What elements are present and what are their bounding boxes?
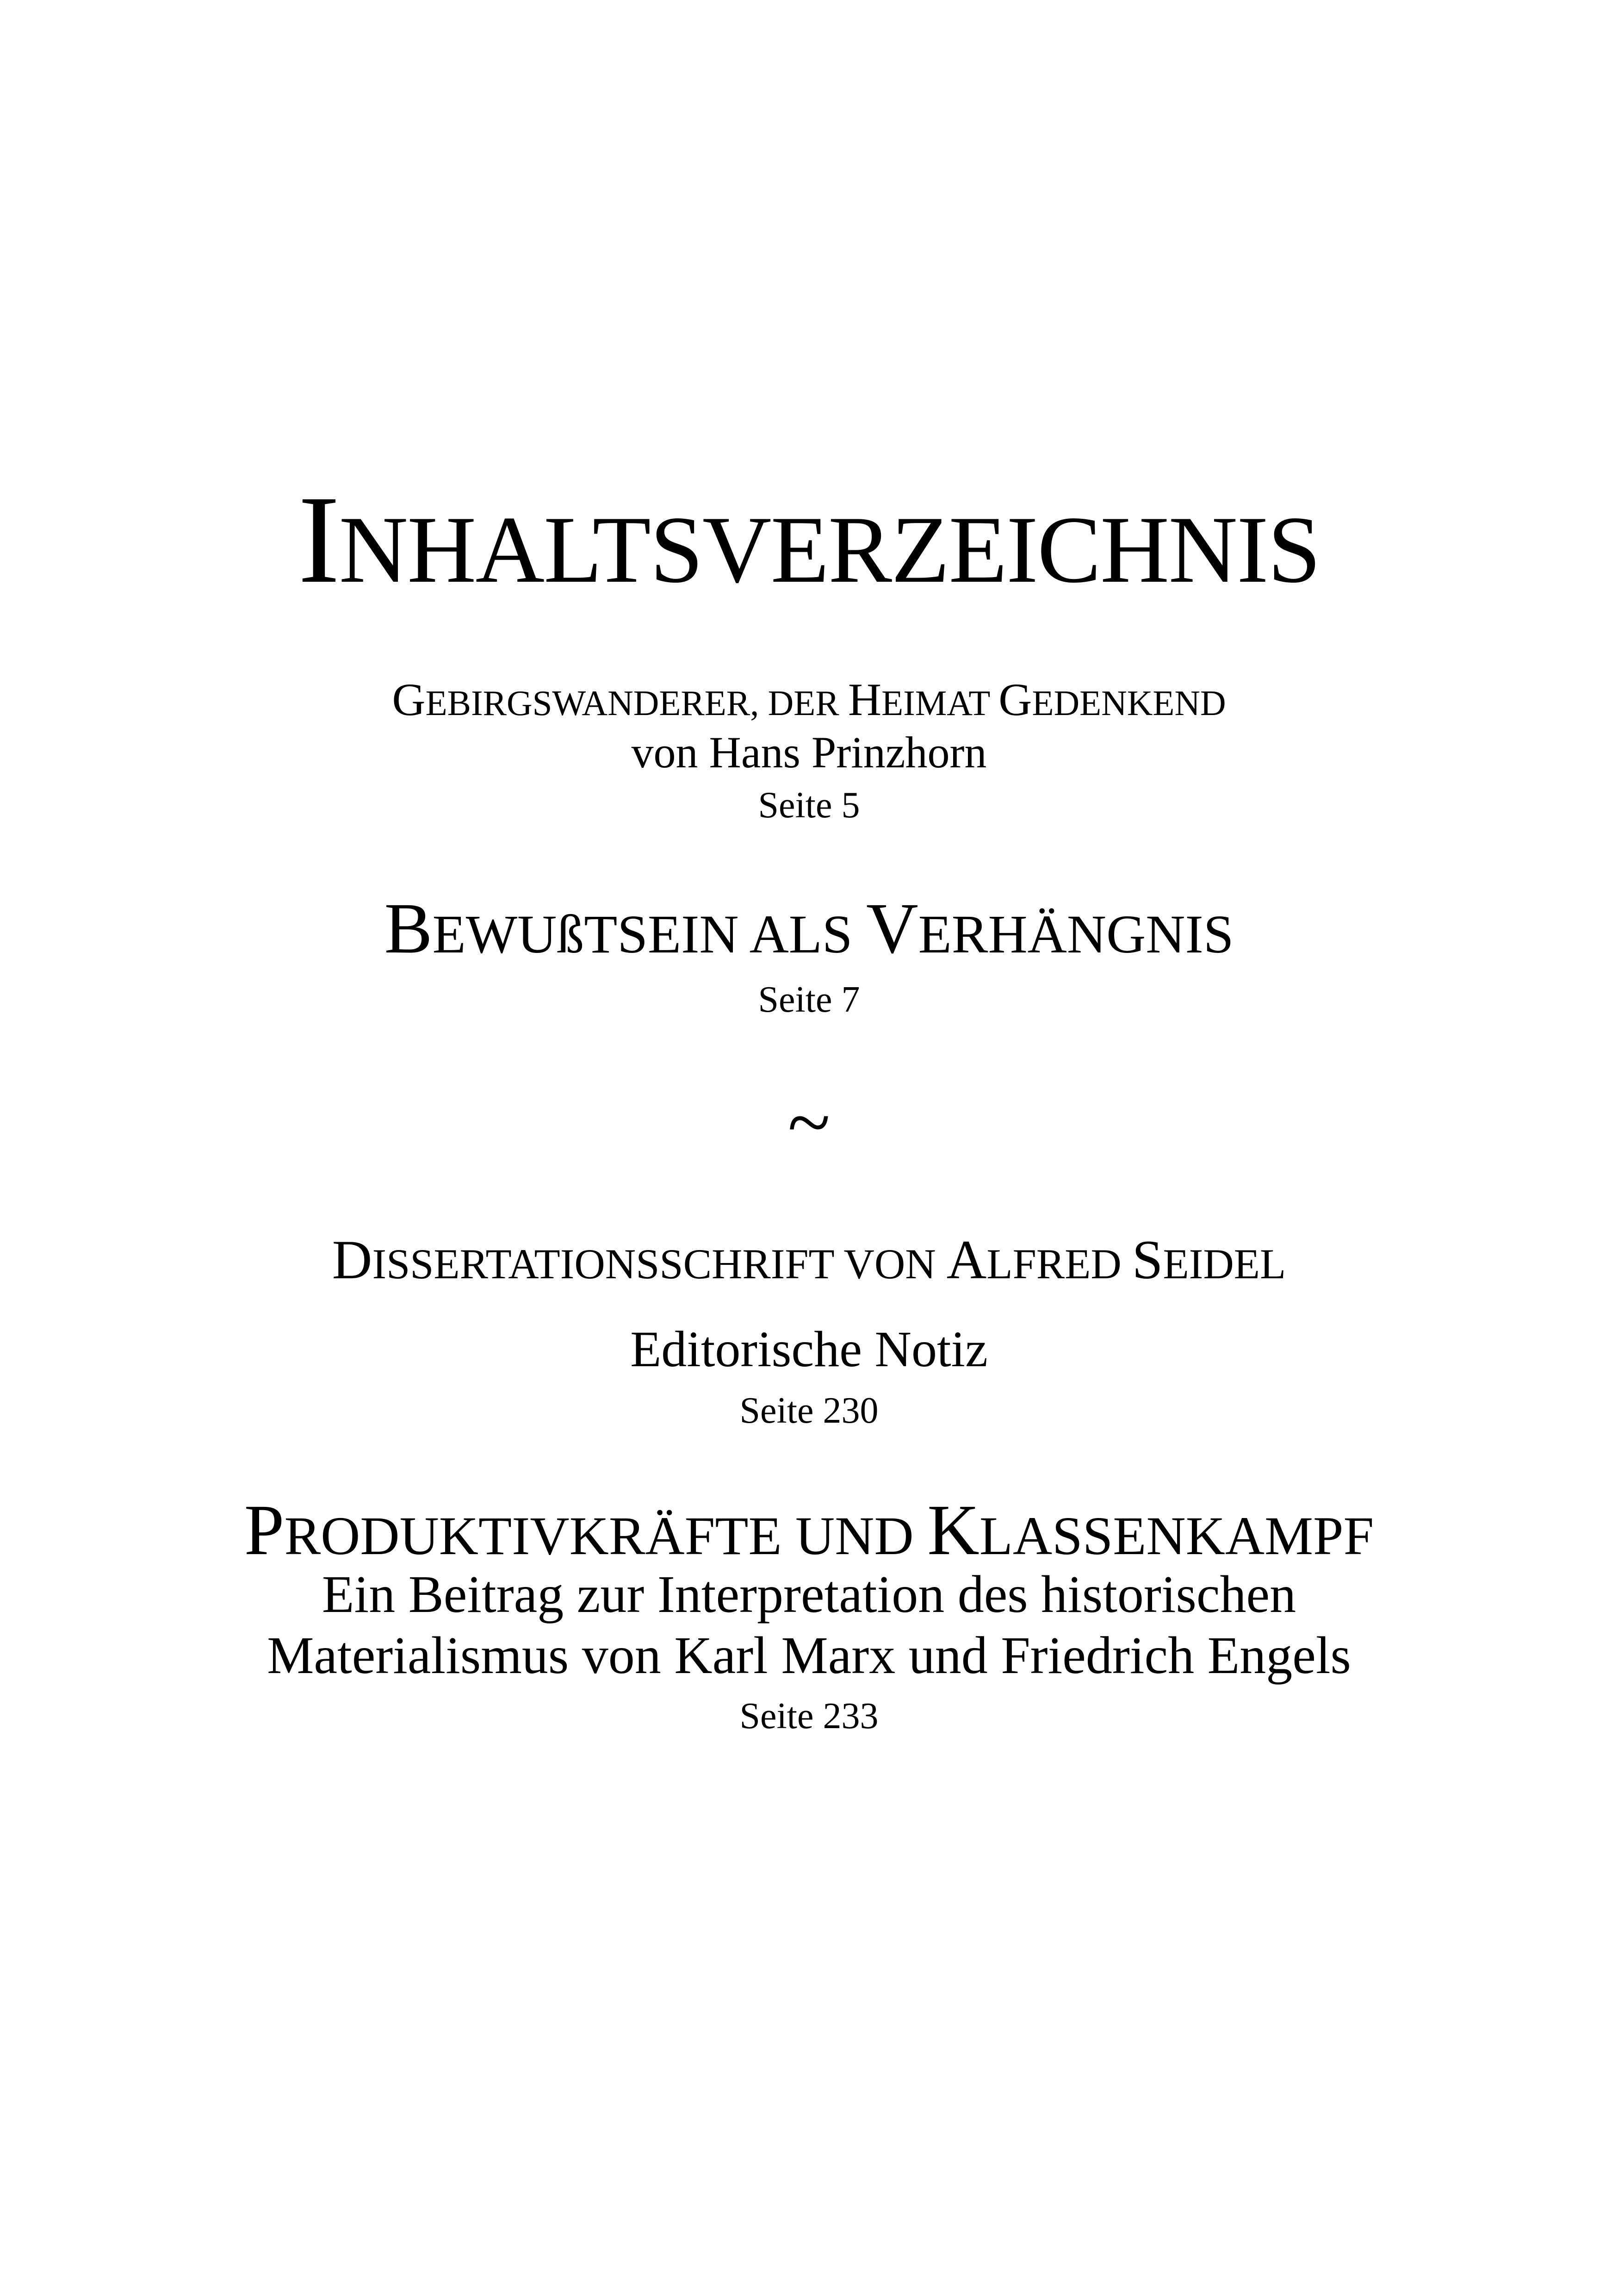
entry-2-page-number: Seite 7 <box>758 979 860 1020</box>
entry-3-subtitle: Editorische Notiz <box>630 1321 988 1377</box>
heading-initial: A <box>946 1229 987 1290</box>
heading-part: LASSENKAMPF <box>979 1506 1374 1566</box>
heading-part: EBIRGSWANDERER, DER <box>425 683 848 723</box>
heading-initial: G <box>998 674 1032 725</box>
heading-part: EWUßTSEIN ALS <box>432 904 866 964</box>
heading-part: EIDEL <box>1163 1240 1286 1288</box>
heading-initial: H <box>848 674 882 725</box>
title-initial: I <box>298 470 339 609</box>
heading-initial: P <box>244 1490 285 1570</box>
heading-initial: G <box>392 674 426 725</box>
heading-part: ISSERTATIONSSCHRIFT VON <box>372 1240 947 1288</box>
heading-initial: S <box>1132 1229 1163 1290</box>
entry-3-page-number: Seite 230 <box>739 1390 879 1431</box>
heading-part: EDENKEND <box>1032 683 1226 723</box>
heading-part: EIMAT <box>881 683 999 723</box>
entry-1-heading <box>0 674 1618 725</box>
section-separator: ~ <box>787 1079 831 1166</box>
entry-4-heading <box>0 1490 1618 1570</box>
heading-initial: V <box>866 888 918 968</box>
entry-1-page-number: Seite 5 <box>758 785 860 826</box>
entry-2-heading <box>0 888 1618 968</box>
title-rest: NHALTSVERZEICHNIS <box>339 497 1320 603</box>
page-title <box>0 470 1618 609</box>
entry-3-heading <box>0 1229 1618 1290</box>
entry-4-page-number: Seite 233 <box>739 1696 879 1736</box>
heading-initial: D <box>332 1229 372 1290</box>
heading-initial: K <box>927 1490 979 1570</box>
heading-part: LFRED <box>986 1240 1132 1288</box>
entry-4-subtitle-line-1: Ein Beitrag zur Interpretation des historischen <box>322 1565 1296 1624</box>
heading-part: RODUKTIVKRÄFTE UND <box>284 1506 928 1566</box>
entry-1-author: von Hans Prinzhorn <box>631 728 987 777</box>
heading-initial: B <box>384 888 433 968</box>
entry-4-subtitle-line-2: Materialismus von Karl Marx und Friedrich Engels <box>267 1626 1351 1685</box>
heading-part: ERHÄNGNIS <box>918 904 1234 964</box>
